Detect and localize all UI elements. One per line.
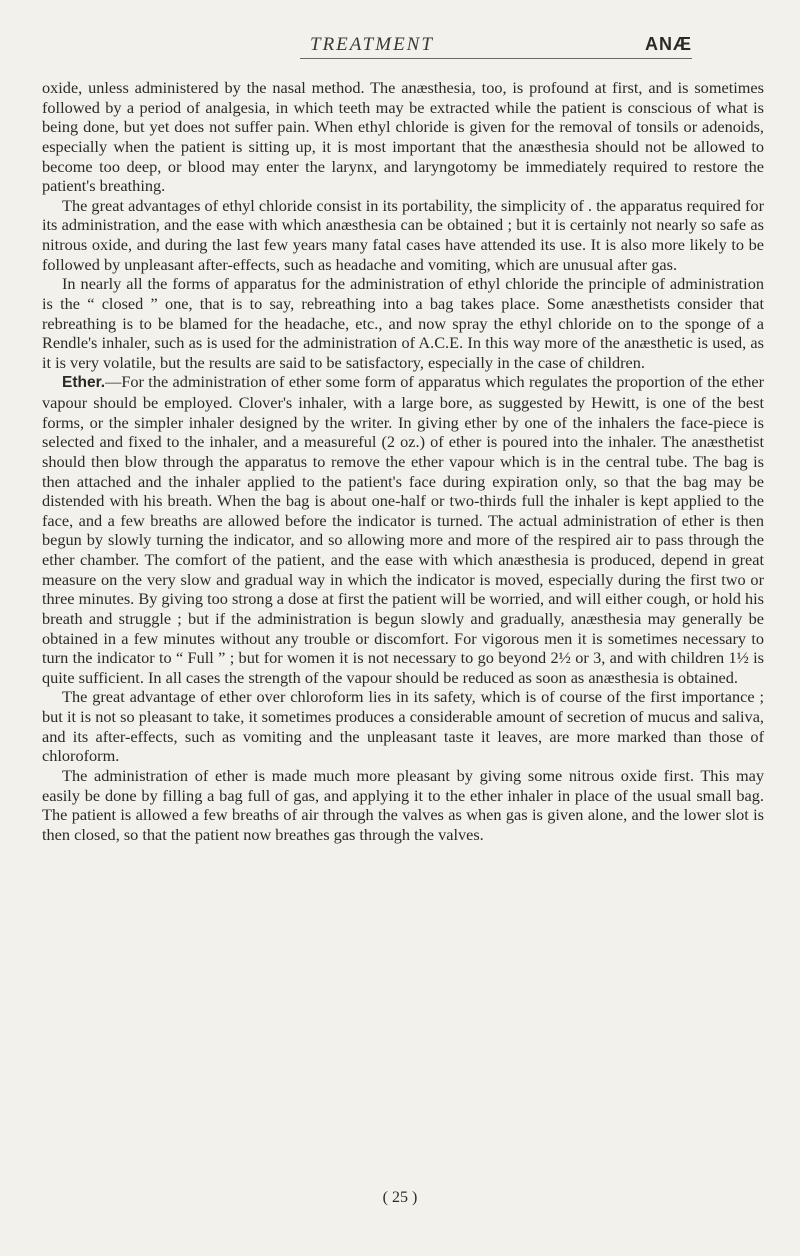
paragraph-ether	[42, 372, 764, 687]
running-section: ANÆ	[645, 34, 692, 54]
paragraph-ethyl-chloride-advantages: The great advantages of ethyl chloride consist in its portability, the simplicity of . the apparatus required for its administration, and the ease with which anæsthesia can be obtained ; but it is certainly not nearly so safe as nitrous oxide, and during the last few years many fatal cases have attended its use. It is also more likely to be followed by unpleasant after-effects, such as headache and vomiting, which are unusual after gas.	[42, 195, 764, 274]
body-text	[42, 78, 764, 844]
paragraph-apparatus: In nearly all the forms of apparatus for the administration of ethyl chloride the principle of administration is the “ closed ” one, that is to say, rebreathing into a bag takes place. Some anæsthetists consider that rebreathing is to be blamed for the headache, etc., and now spray the ethyl chloride on to the sponge of a Rendle's inhaler, such as is used for the administration of A.C.E. In this way more of the anæsthetic is used, as it is very volatile, but the results are said to be satisfactory, especially in the case of children.	[42, 274, 764, 372]
paragraph-ether-text: —For the administration of ether some form of apparatus which regulates the proportion of the ether vapour should be employed. Clover's inhaler, with a large bore, as suggested by Hewitt, is one of the best forms, or the simpler inhaler designed by the writer. In giving ether by one of the inhalers the face-piece is selected and fixed to the inhaler, and a measureful (2 oz.) of ether is poured into the inhaler. The anæsthetist should then blow through the apparatus to remove the ether vapour which is in the central tube. The bag is then attached and the inhaler applied to the patient's face during expiration only, so that the bag may be distended with his breath. When the bag is about one-half or two-thirds full the inhaler is kept applied to the face, and a few breaths are allowed before the indicator is turned. The actual administration of ether is then begun by slowly turning the indicator, and so allowing more and more of the respired air to pass through the ether chamber. The comfort of the patient, and the ease with which anæsthesia is produced, depend in great measure on the very slow and gradual way in which the indicator is moved, especially during the first two or three minutes. By giving too strong a dose at first the patient will be worried, and will either cough, or hold his breath and struggle ; but if the administration is begun slowly and gradually, anæsthesia may generally be obtained in a few minutes without any trouble or discomfort. For vigorous men it is sometimes necessary to turn the indicator to “ Full ” ; but for women it is not necessary to go beyond 2½ or 3, and with children 1½ is quite sufficient. In all cases the strength of the vapour should be reduced as soon as anæsthesia is obtained.	[42, 372, 764, 687]
page-number: ( 25 )	[382, 1189, 418, 1206]
section-heading-ether: Ether.	[62, 374, 106, 392]
paragraph-ether-vs-chloroform: The great advantage of ether over chloroform lies in its safety, which is of course of the first importance ; but it is not so pleasant to take, it sometimes produces a considerable amount of secretion of mucus and saliva, and its after-effects, such as vomiting and the unpleasant taste it leaves, are more marked than those of chloroform.	[42, 687, 764, 766]
paragraph-nitrous-oxide-first: The administration of ether is made much more pleasant by giving some nitrous oxide first. This may easily be done by filling a bag full of gas, and applying it to the ether inhaler in place of the usual small bag. The patient is allowed a few breaths of air through the valves as when gas is given alone, and the lower slot is then closed, so that the patient now breathes gas through the valves.	[42, 765, 764, 844]
paragraph-continuation: oxide, unless administered by the nasal method. The anæsthesia, too, is profound at first, and is sometimes followed by a period of analgesia, in which teeth may be extracted while the patient is conscious of what is being done, but yet does not suffer pain. When ethyl chloride is given for the removal of tonsils or adenoids, especially when the patient is sitting up, it is most important that the anæsthesia should not be allowed to become too deep, or blood may enter the larynx, and laryngotomy be immediately required to restore the patient's breathing.	[42, 78, 764, 196]
header-rule	[300, 58, 692, 59]
running-title: TREATMENT	[310, 34, 434, 55]
